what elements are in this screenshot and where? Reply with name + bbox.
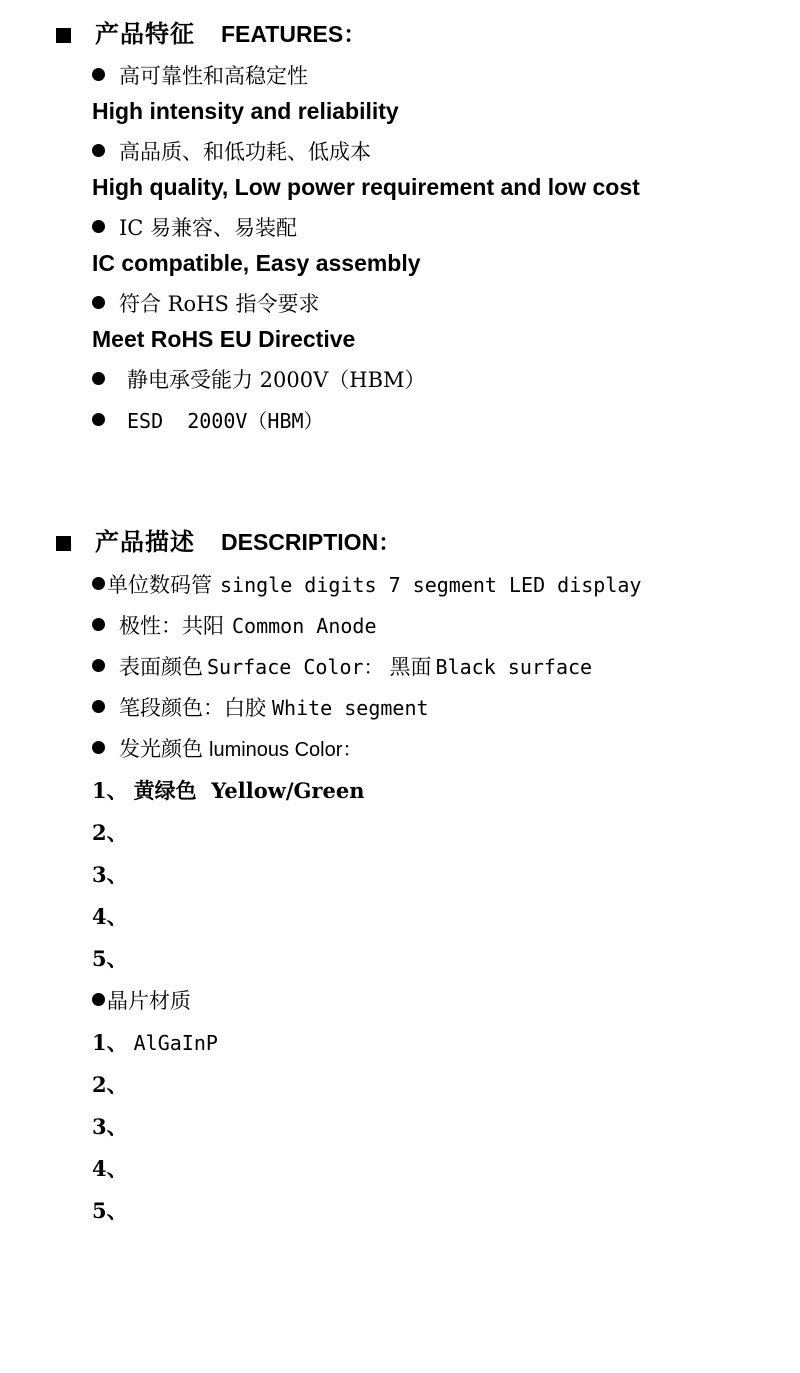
description-segment-cn: 笔段颜色：白胶 <box>119 696 266 720</box>
square-bullet-icon <box>56 28 71 43</box>
description-digits-row <box>92 569 800 599</box>
description-surface-cn: 表面颜色 <box>119 655 203 679</box>
feature-item <box>92 136 800 166</box>
feature-item-en: IC compatible, Easy assembly <box>92 250 421 276</box>
feature-item-cn: 高可靠性和高稳定性 <box>119 64 308 88</box>
chip-material-label: 晶片材质 <box>107 989 191 1013</box>
list-number: 3、 <box>92 862 128 887</box>
round-bullet-icon <box>92 993 105 1006</box>
round-bullet-icon <box>92 741 105 754</box>
description-digits-cn: 单位数码管 <box>107 573 212 597</box>
description-surface-en2: Black surface <box>435 655 593 679</box>
description-polarity-en: Common Anode <box>232 614 377 638</box>
description-polarity-row <box>92 610 800 640</box>
description-segment-row <box>92 692 800 722</box>
list-number: 1、 <box>92 1030 128 1055</box>
description-surface-en: Surface Color： <box>207 655 384 679</box>
feature-item <box>92 288 800 318</box>
chip-list-item <box>92 1153 800 1183</box>
square-bullet-icon <box>56 536 71 551</box>
list-number: 5、 <box>92 1198 128 1223</box>
luminous-list-item <box>92 859 800 889</box>
feature-item-cn: ESD 2000V（HBM） <box>127 409 324 433</box>
round-bullet-icon <box>92 577 105 590</box>
feature-item-en: Meet RoHS EU Directive <box>92 326 356 352</box>
round-bullet-icon <box>92 659 105 672</box>
feature-item <box>92 60 800 90</box>
chip-list-item <box>92 1111 800 1141</box>
list-number: 3、 <box>92 1114 128 1139</box>
luminous-list-item <box>92 817 800 847</box>
description-luminous-en: luminous Color： <box>209 739 363 761</box>
document-page <box>0 14 800 1373</box>
feature-item <box>92 212 800 242</box>
description-surface-row <box>92 651 800 681</box>
feature-item-cn: IC 易兼容、易装配 <box>119 216 298 240</box>
list-value: AlGaInP <box>133 1031 218 1055</box>
feature-item-en: High quality, Low power requirement and low cost <box>92 174 640 200</box>
description-luminous-row <box>92 733 800 763</box>
round-bullet-icon <box>92 372 105 385</box>
chip-list-item <box>92 1027 800 1057</box>
description-digits-en: single digits 7 segment LED display <box>220 573 642 597</box>
features-section-header <box>56 14 800 49</box>
list-number: 1、 <box>92 778 128 803</box>
description-surface-cn2: 黑面 <box>389 655 432 679</box>
description-segment-en: White segment <box>272 696 429 720</box>
round-bullet-icon <box>92 413 105 426</box>
list-number: 2、 <box>92 820 128 845</box>
round-bullet-icon <box>92 618 105 631</box>
feature-item-cn: 高品质、和低功耗、低成本 <box>119 140 371 164</box>
list-number: 2、 <box>92 1072 128 1097</box>
list-number: 4、 <box>92 904 128 929</box>
feature-item <box>92 405 800 434</box>
chip-material-row <box>92 985 800 1015</box>
list-number: 4、 <box>92 1156 128 1181</box>
luminous-list-item <box>92 943 800 973</box>
round-bullet-icon <box>92 700 105 713</box>
description-title-en: DESCRIPTION： <box>221 529 402 555</box>
features-title-en: FEATURES： <box>221 21 367 47</box>
round-bullet-icon <box>92 144 105 157</box>
features-title-cn: 产品特征 <box>95 19 195 48</box>
description-luminous-cn: 发光颜色 <box>119 737 203 761</box>
section-spacer <box>0 434 800 508</box>
feature-item-en: High intensity and reliability <box>92 98 399 124</box>
feature-item-cn: 符合 RoHS 指令要求 <box>119 292 320 316</box>
round-bullet-icon <box>92 68 105 81</box>
chip-list-item <box>92 1195 800 1225</box>
luminous-list-item <box>92 901 800 931</box>
description-polarity-cn: 极性：共阳 <box>119 614 224 638</box>
chip-list-item <box>92 1069 800 1099</box>
round-bullet-icon <box>92 220 105 233</box>
feature-item-cn: 静电承受能力 2000V（HBM） <box>127 368 426 392</box>
description-title-cn: 产品描述 <box>95 527 195 556</box>
luminous-list-item <box>92 775 800 805</box>
description-section-header <box>56 522 800 557</box>
list-value: 黄绿色 Yellow/Green <box>133 778 365 803</box>
feature-item <box>92 364 800 394</box>
round-bullet-icon <box>92 296 105 309</box>
list-number: 5、 <box>92 946 128 971</box>
